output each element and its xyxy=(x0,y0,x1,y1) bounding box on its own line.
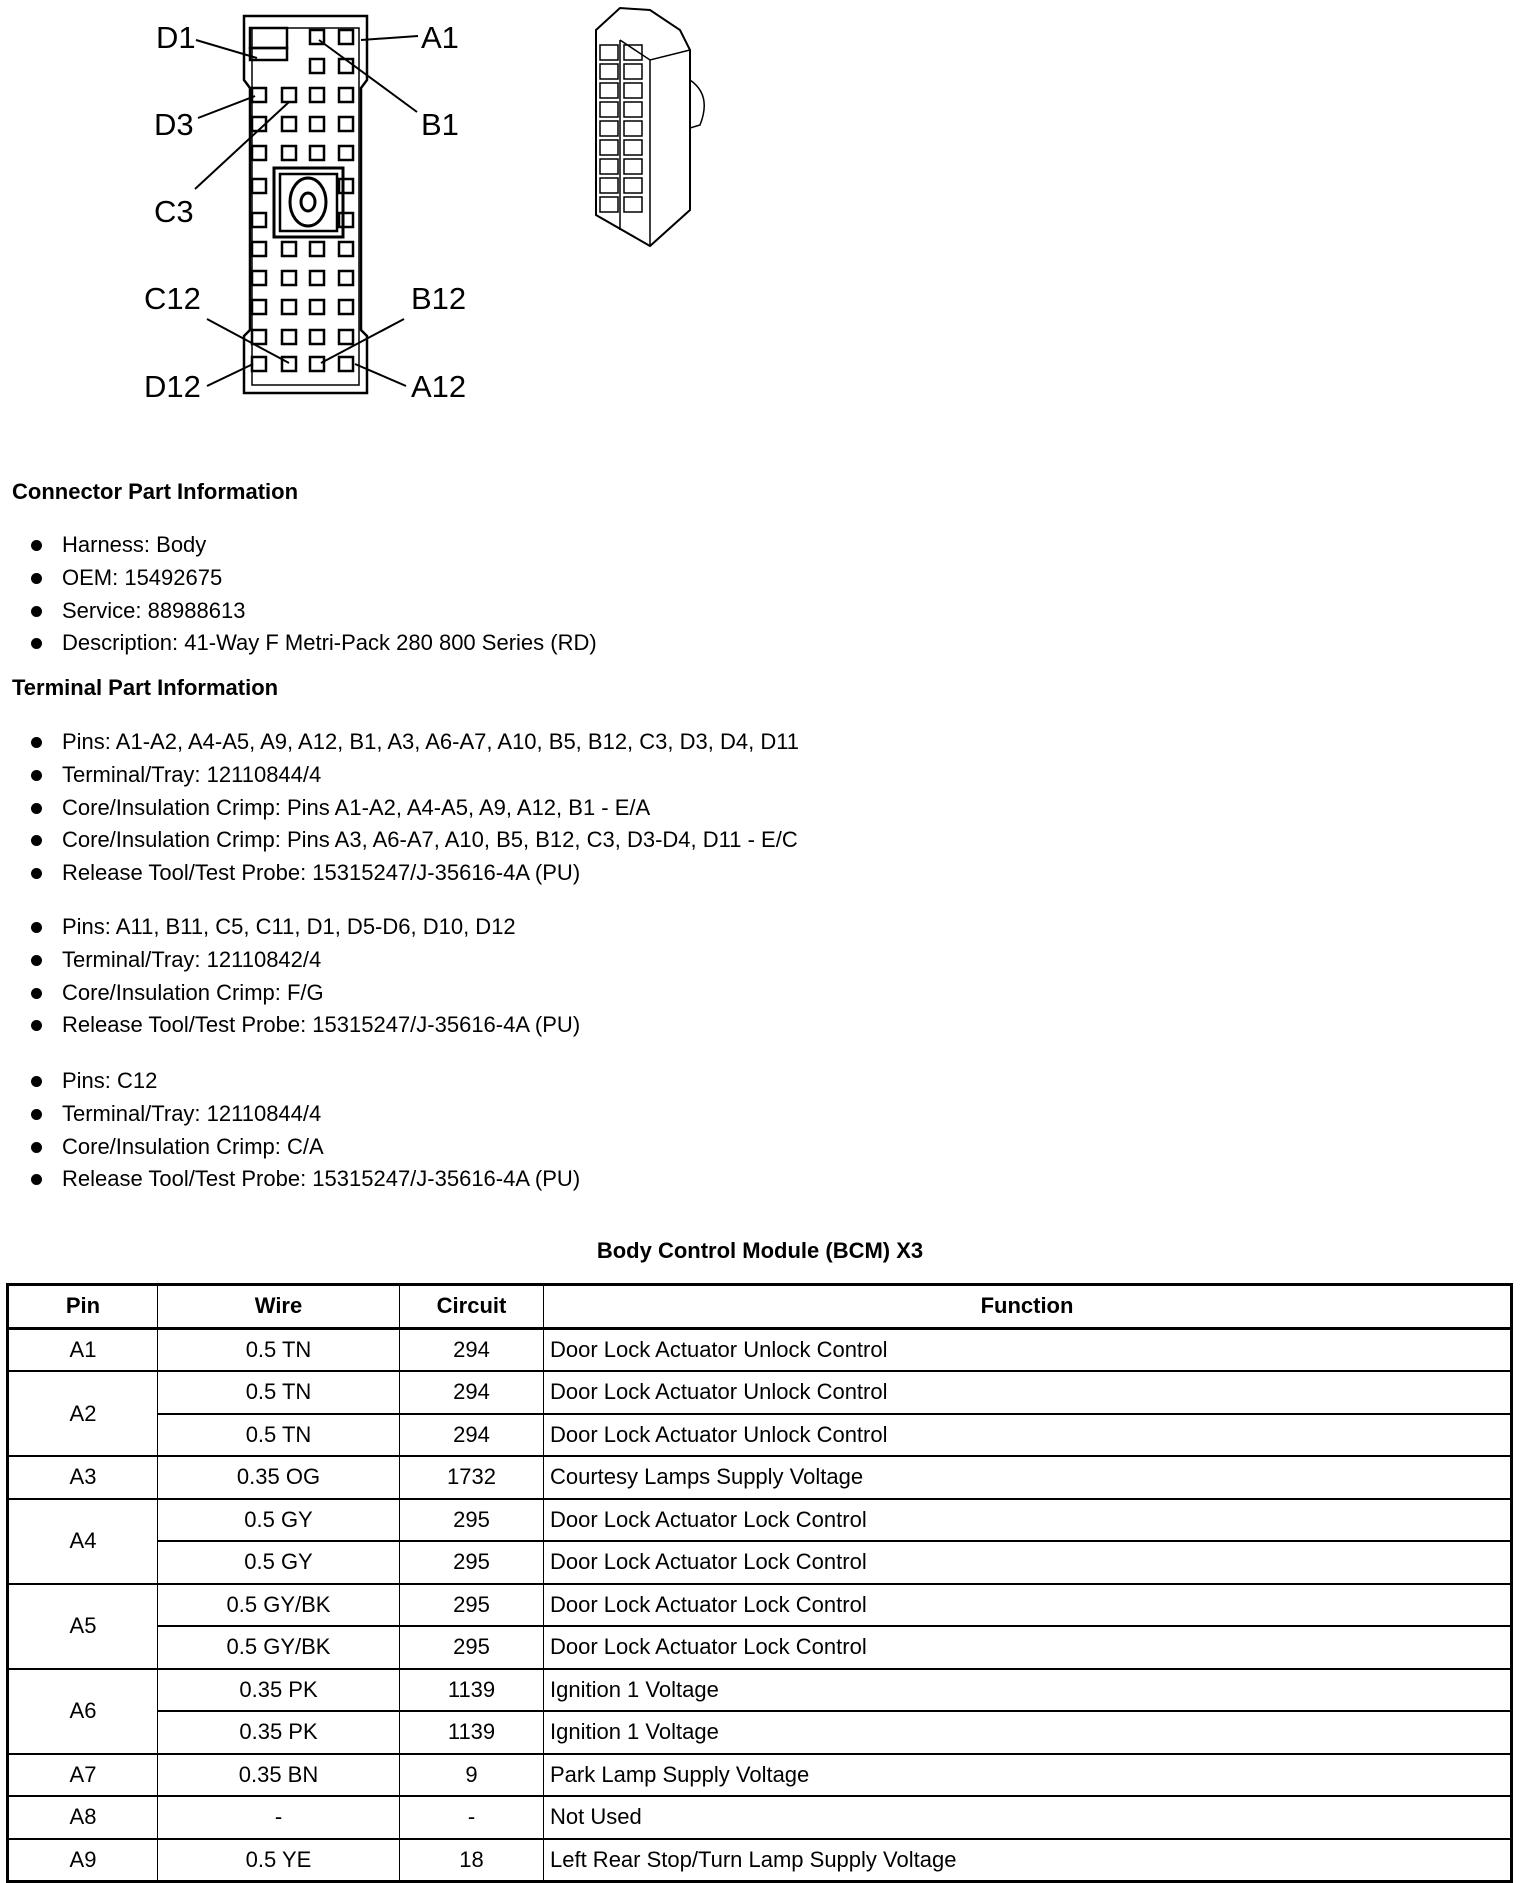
cell-pin: A6 xyxy=(8,1669,158,1754)
cell-wire: 0.5 YE xyxy=(158,1839,400,1882)
iso-cavity xyxy=(600,83,618,98)
list-item-text: Service: 88988613 xyxy=(62,597,246,623)
list-item-text: Pins: A11, B11, C5, C11, D1, D5-D6, D10, D12 xyxy=(62,914,516,939)
cell-pin: A5 xyxy=(8,1584,158,1669)
cell-function: Park Lamp Supply Voltage xyxy=(544,1754,1512,1797)
pin-cavity xyxy=(339,357,353,371)
table-row xyxy=(8,1839,1512,1882)
cell-pin: A1 xyxy=(8,1328,158,1371)
pin-cavity xyxy=(339,242,353,256)
list-item xyxy=(0,911,580,944)
header-circuit: Circuit xyxy=(400,1285,544,1329)
cell-wire: 0.35 PK xyxy=(158,1711,400,1754)
pin-cavity xyxy=(339,330,353,344)
iso-cavity xyxy=(624,140,642,155)
cell-wire: 0.35 PK xyxy=(158,1669,400,1712)
cell-circuit: 295 xyxy=(400,1499,544,1542)
pin-cavity xyxy=(252,242,266,256)
pin-cavity xyxy=(339,30,353,44)
iso-cavity xyxy=(600,178,618,193)
list-item-text: Pins: C12 xyxy=(62,1068,158,1093)
cell-circuit: 295 xyxy=(400,1626,544,1669)
iso-cavity xyxy=(600,45,618,60)
pin-cavity xyxy=(339,213,353,227)
list-item xyxy=(0,595,597,628)
bullet-icon xyxy=(31,955,42,966)
iso-cavity xyxy=(624,64,642,79)
list-item-text: Terminal/Tray: 12110844/4 xyxy=(62,761,322,787)
table-header-row xyxy=(8,1285,1512,1329)
cell-circuit: 294 xyxy=(400,1328,544,1371)
iso-cavity xyxy=(624,102,642,117)
pin-cavity xyxy=(252,357,266,371)
pin-cavity xyxy=(339,271,353,285)
list-item-text: Release Tool/Test Probe: 15315247/J-35616-4A (PU) xyxy=(62,1166,581,1192)
pin-cavity xyxy=(252,271,266,285)
pin-cavity xyxy=(339,300,353,314)
list-item xyxy=(0,857,799,890)
list-item-text: Terminal/Tray: 12110844/4 xyxy=(62,1100,322,1126)
pin-cavity xyxy=(282,146,296,160)
terminal-info-heading: Terminal Part Information xyxy=(12,675,279,700)
cell-circuit: 1139 xyxy=(400,1711,544,1754)
cell-circuit: 18 xyxy=(400,1839,544,1882)
list-item-text: Core/Insulation Crimp: F/G xyxy=(62,979,324,1005)
list-item-text: Core/Insulation Crimp: Pins A1-A2, A4-A5, A9, A12, B1 - E/A xyxy=(62,794,651,820)
cell-wire: 0.5 TN xyxy=(158,1328,400,1371)
cell-function: Door Lock Actuator Lock Control xyxy=(544,1499,1512,1542)
table-row xyxy=(8,1711,1512,1754)
iso-cavity xyxy=(600,64,618,79)
iso-cavity xyxy=(600,159,618,174)
cell-pin: A4 xyxy=(8,1499,158,1584)
cell-wire: 0.35 BN xyxy=(158,1754,400,1797)
list-item-text: Description: 41-Way F Metri-Pack 280 800 Series (RD) xyxy=(62,630,597,656)
cell-wire: 0.35 OG xyxy=(158,1456,400,1499)
connector-info-list xyxy=(0,529,597,660)
pin-cavity xyxy=(310,242,324,256)
bullet-icon xyxy=(31,922,42,933)
cell-function: Door Lock Actuator Lock Control xyxy=(544,1626,1512,1669)
list-item xyxy=(0,529,597,562)
iso-cavity xyxy=(624,121,642,136)
cell-pin: A9 xyxy=(8,1839,158,1882)
list-item xyxy=(0,726,799,759)
table-row xyxy=(8,1541,1512,1584)
header-pin: Pin xyxy=(8,1285,158,1329)
table-title: Body Control Module (BCM) X3 xyxy=(596,1238,924,1263)
list-item xyxy=(0,824,799,857)
label-a1: A1 xyxy=(421,20,459,55)
pin-cavity xyxy=(310,357,324,371)
table-row xyxy=(8,1626,1512,1669)
bullet-icon xyxy=(31,737,42,748)
bullet-icon xyxy=(31,803,42,814)
pin-cavity xyxy=(282,300,296,314)
pin-cavity xyxy=(310,88,324,102)
pin-labels xyxy=(144,20,466,404)
label-b1: B1 xyxy=(421,107,459,142)
list-item-text: Pins: A1-A2, A4-A5, A9, A12, B1, A3, A6-A7, A10, B5, B12, C3, D3, D4, D11 xyxy=(62,729,800,754)
list-item xyxy=(0,1163,580,1196)
pin-cavity xyxy=(339,179,353,193)
bullet-icon xyxy=(31,868,42,879)
list-item-text: Release Tool/Test Probe: 15315247/J-35616-4A (PU) xyxy=(62,1012,581,1038)
cell-wire: 0.5 GY xyxy=(158,1499,400,1542)
cell-wire: 0.5 GY/BK xyxy=(158,1626,400,1669)
table-row xyxy=(8,1796,1512,1839)
bullet-icon xyxy=(31,770,42,781)
bullet-icon xyxy=(31,638,42,649)
cell-function: Not Used xyxy=(544,1796,1512,1839)
label-a12: A12 xyxy=(411,369,467,404)
bullet-icon xyxy=(31,1020,42,1031)
connector-3d-drawing xyxy=(596,8,704,246)
pin-cavity xyxy=(282,117,296,131)
bullet-icon xyxy=(31,573,42,584)
list-item xyxy=(0,1065,580,1098)
table-row xyxy=(8,1584,1512,1627)
iso-cavity xyxy=(600,140,618,155)
list-item xyxy=(0,1131,580,1164)
connector-diagram xyxy=(0,0,1520,420)
table-row xyxy=(8,1328,1512,1371)
pin-cavity xyxy=(310,300,324,314)
table-row xyxy=(8,1371,1512,1414)
cell-circuit: 295 xyxy=(400,1541,544,1584)
pin-cavity xyxy=(339,88,353,102)
pin-cavity xyxy=(282,271,296,285)
cell-function: Courtesy Lamps Supply Voltage xyxy=(544,1456,1512,1499)
list-item xyxy=(0,562,597,595)
iso-cavity xyxy=(624,178,642,193)
terminal-group-2 xyxy=(0,911,580,1042)
iso-cavity xyxy=(600,197,618,212)
iso-cavity xyxy=(624,197,642,212)
iso-cavity xyxy=(624,83,642,98)
pinout-table xyxy=(6,1283,1513,1883)
table-row xyxy=(8,1499,1512,1542)
pin-cavity xyxy=(282,88,296,102)
list-item-text: Release Tool/Test Probe: 15315247/J-35616-4A (PU) xyxy=(62,860,581,886)
bullet-icon xyxy=(31,1109,42,1120)
label-c3: C3 xyxy=(154,194,194,229)
list-item-text: Terminal/Tray: 12110842/4 xyxy=(62,946,322,972)
bullet-icon xyxy=(31,988,42,999)
pin-cavity xyxy=(282,330,296,344)
cell-function: Door Lock Actuator Lock Control xyxy=(544,1541,1512,1584)
cell-wire: 0.5 TN xyxy=(158,1371,400,1414)
list-item xyxy=(0,1098,580,1131)
label-b12: B12 xyxy=(411,281,467,316)
bullet-icon xyxy=(31,835,42,846)
pin-cavity xyxy=(282,357,296,371)
cell-function: Door Lock Actuator Unlock Control xyxy=(544,1414,1512,1457)
cell-pin: A7 xyxy=(8,1754,158,1797)
pin-cavity xyxy=(282,242,296,256)
label-c12: C12 xyxy=(144,281,201,316)
cell-circuit: 1732 xyxy=(400,1456,544,1499)
bullet-icon xyxy=(31,540,42,551)
connector-info-heading: Connector Part Information xyxy=(12,479,299,504)
cell-wire: 0.5 GY xyxy=(158,1541,400,1584)
header-wire: Wire xyxy=(158,1285,400,1329)
iso-cavity xyxy=(600,102,618,117)
table-row xyxy=(8,1754,1512,1797)
cell-pin: A3 xyxy=(8,1456,158,1499)
pin-cavity xyxy=(310,271,324,285)
cell-function: Ignition 1 Voltage xyxy=(544,1669,1512,1712)
list-item xyxy=(0,627,597,660)
cell-wire: 0.5 GY/BK xyxy=(158,1584,400,1627)
pin-cavity xyxy=(310,59,324,73)
cell-pin: A2 xyxy=(8,1371,158,1456)
cell-circuit: 294 xyxy=(400,1414,544,1457)
list-item xyxy=(0,944,580,977)
cell-function: Door Lock Actuator Unlock Control xyxy=(544,1371,1512,1414)
list-item xyxy=(0,759,799,792)
cell-circuit: 294 xyxy=(400,1371,544,1414)
cell-circuit: 295 xyxy=(400,1584,544,1627)
list-item xyxy=(0,1009,580,1042)
list-item-text: Core/Insulation Crimp: Pins A3, A6-A7, A10, B5, B12, C3, D3-D4, D11 - E/C xyxy=(62,827,798,853)
pin-cavity xyxy=(310,330,324,344)
pin-cavity xyxy=(310,117,324,131)
bullet-icon xyxy=(31,1142,42,1153)
bullet-icon xyxy=(31,1174,42,1185)
label-d12: D12 xyxy=(144,369,201,404)
label-d1: D1 xyxy=(156,20,196,55)
pin-cavity xyxy=(339,117,353,131)
header-function: Function xyxy=(544,1285,1512,1329)
cell-circuit: 9 xyxy=(400,1754,544,1797)
pin-cavity xyxy=(252,330,266,344)
cell-function: Ignition 1 Voltage xyxy=(544,1711,1512,1754)
pin-cavity xyxy=(252,179,266,193)
list-item-text: Core/Insulation Crimp: C/A xyxy=(62,1133,324,1159)
table-row xyxy=(8,1669,1512,1712)
cell-wire: 0.5 TN xyxy=(158,1414,400,1457)
cell-circuit: 1139 xyxy=(400,1669,544,1712)
cell-function: Door Lock Actuator Unlock Control xyxy=(544,1328,1512,1371)
terminal-group-1 xyxy=(0,726,799,890)
cell-function: Left Rear Stop/Turn Lamp Supply Voltage xyxy=(544,1839,1512,1882)
pin-cavity xyxy=(252,88,266,102)
pin-cavity xyxy=(252,300,266,314)
bullet-icon xyxy=(31,606,42,617)
table-row xyxy=(8,1414,1512,1457)
label-d3: D3 xyxy=(154,107,194,142)
iso-cavity xyxy=(600,121,618,136)
pin-cavity xyxy=(310,146,324,160)
list-item-text: Harness: Body xyxy=(62,532,207,557)
iso-cavity xyxy=(624,159,642,174)
pin-cavity xyxy=(252,146,266,160)
cell-wire: - xyxy=(158,1796,400,1839)
pin-cavity xyxy=(339,59,353,73)
pin-cavity xyxy=(339,146,353,160)
connector-face-drawing xyxy=(195,16,418,393)
list-item-text: OEM: 15492675 xyxy=(62,564,223,590)
pin-cavity xyxy=(252,213,266,227)
bullet-icon xyxy=(31,1076,42,1087)
cell-circuit: - xyxy=(400,1796,544,1839)
terminal-group-3 xyxy=(0,1065,580,1196)
list-item xyxy=(0,977,580,1010)
cell-pin: A8 xyxy=(8,1796,158,1839)
cell-function: Door Lock Actuator Lock Control xyxy=(544,1584,1512,1627)
list-item xyxy=(0,792,799,825)
table-row xyxy=(8,1456,1512,1499)
